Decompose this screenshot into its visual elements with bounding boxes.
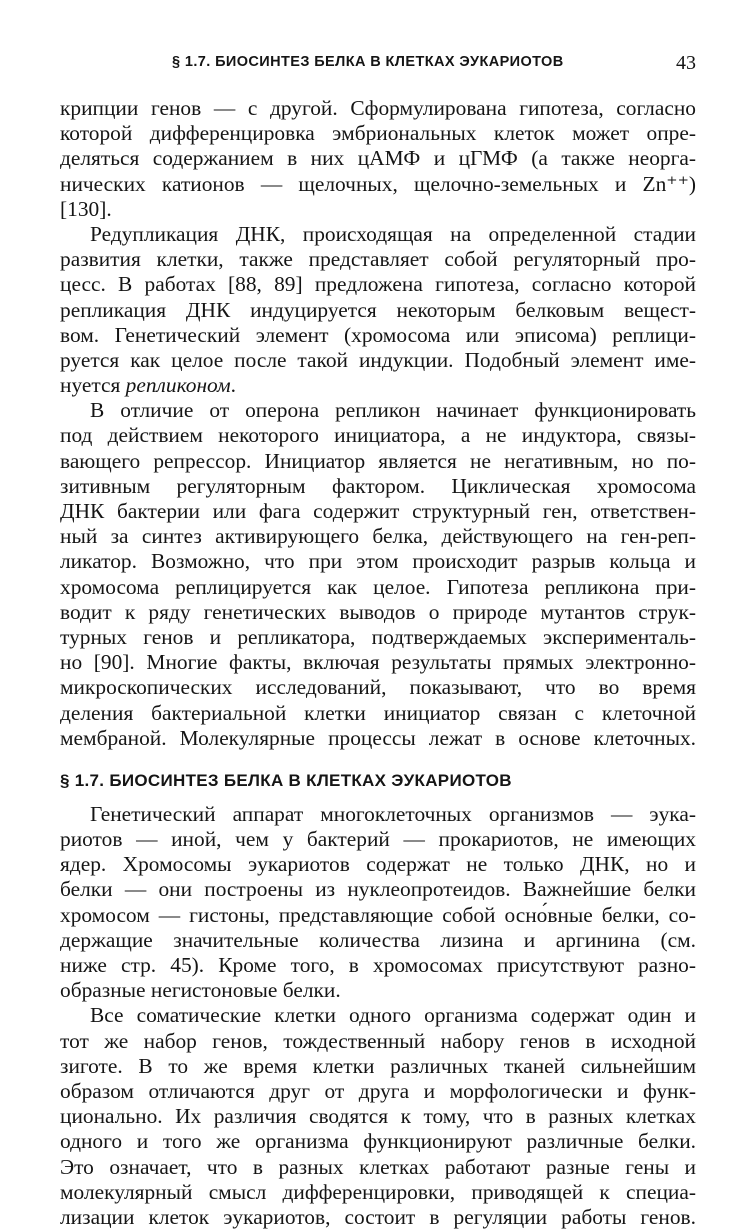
text-run: нуется [60, 373, 126, 398]
text-line: но [90]. Многие факты, включая результаты прямых электронно- [60, 650, 696, 675]
text-line: вом. Генетический элемент (хромосома или эписома) реплици- [60, 322, 696, 347]
body-text [60, 96, 696, 1230]
page-number: 43 [676, 52, 696, 74]
running-title: § 1.7. БИОСИНТЕЗ БЕЛКА В КЛЕТКАХ ЭУКАРИОТОВ [172, 54, 564, 70]
text-line: тот же набор генов, тождественный набору генов в исходной [60, 1028, 696, 1053]
text-line: под действием некоторого инициатора, а не индуктора, связы- [60, 423, 696, 448]
text-run: . [230, 373, 236, 398]
text-line: ционально. Их различия сводятся к тому, что в разных клетках [60, 1104, 696, 1129]
text-line: одного и того же организма функционируют различные белки. [60, 1129, 696, 1154]
text-line [60, 373, 696, 398]
text-line: развития клетки, также представляет собой регуляторный про- [60, 247, 696, 272]
running-head [60, 52, 696, 78]
text-line: ядер. Хромосомы эукариотов содержат не только ДНК, но и [60, 852, 696, 877]
text-line: лизации клеток эукариотов, состоит в регуляции работы генов. [60, 1204, 696, 1229]
text-line: зиготе. В то же время клетки различных тканей сильнейшим [60, 1053, 696, 1078]
text-line: молекулярный смысл дифференцировки, приводящей к специа- [60, 1179, 696, 1204]
text-line: Редупликация ДНК, происходящая на определенной стадии [90, 221, 696, 246]
text-line: которой дифференцировка эмбриональных клеток может опре- [60, 121, 696, 146]
text-line: цесс. В работах [88, 89] предложена гипотеза, согласно которой [60, 272, 696, 297]
term-italic: репликоном [125, 373, 231, 398]
text-line: белки — они построены из нуклеопротеидов. Важнейшие белки [60, 877, 696, 902]
text-line: турных генов и репликатора, подтверждаемых эксперименталь- [60, 624, 696, 649]
text-line: Это означает, что в разных клетках работают разные гены и [60, 1154, 696, 1179]
text-line: Все соматические клетки одного организма содержат один и [90, 1003, 696, 1028]
paragraph [60, 802, 696, 1004]
text-line: держащие значительные количества лизина и аргинина (см. [60, 927, 696, 952]
text-line: деляться содержанием в них цАМФ и цГМФ (а также неорга- [60, 146, 696, 171]
text-line: Генетический аппарат многоклеточных организмов — эука- [90, 801, 696, 826]
section-heading: § 1.7. БИОСИНТЕЗ БЕЛКА В КЛЕТКАХ ЭУКАРИОТОВ [60, 770, 512, 790]
text-line: риотов — иной, чем у бактерий — прокариотов, не имеющих [60, 827, 696, 852]
text-line: хромосом — гистоны, представляющие собой осно́вные белки, со- [60, 902, 696, 927]
paragraph [60, 96, 696, 222]
text-line: В отличие от оперона репликон начинает функционировать [90, 398, 696, 423]
text-line: ликатор. Возможно, что при этом происходит разрыв кольца и [60, 549, 696, 574]
paragraph [60, 222, 696, 398]
text-line: ниже стр. 45). Кроме того, в хромосомах присутствуют разно- [60, 953, 696, 977]
text-line: руется как целое после такой индукции. Подобный элемент име- [60, 347, 696, 372]
text-line: крипции генов — с другой. Сформулирована гипотеза, согласно [60, 96, 696, 120]
paragraph [60, 1003, 696, 1230]
text-line: зитивным регуляторным фактором. Циклическая хромосома [60, 473, 696, 498]
text-line: хромосома реплицируется как целое. Гипотеза репликона при- [60, 574, 696, 599]
text-line: нических катионов — щелочных, щелочно-земельных и Zn⁺⁺) [60, 171, 696, 196]
text-line: ДНК бактерии или фага содержит структурный ген, ответствен- [60, 499, 696, 523]
text-line: вающего репрессор. Инициатор является не негативным, но по- [60, 448, 696, 473]
text-line: образные негистоновые белки. [60, 978, 341, 1003]
text-line: деления бактериальной клетки инициатор связан с клеточной [60, 700, 696, 725]
text-line: [130]. [60, 196, 112, 221]
text-line: репликация ДНК индуцируется некоторым белковым вещест- [60, 297, 696, 322]
text-line: ный за синтез активирующего белка, действующего на ген-реп- [60, 524, 696, 549]
text-line: образом отличаются друг от друга и морфологически и функ- [60, 1078, 696, 1103]
text-line: микроскопических исследований, показывают, что во время [60, 675, 696, 700]
text-line: водит к ряду генетических выводов о природе мутантов струк- [60, 599, 696, 624]
text-line: мембраной. Молекулярные процессы лежат в основе клеточных. [60, 725, 696, 750]
paragraph [60, 398, 696, 751]
